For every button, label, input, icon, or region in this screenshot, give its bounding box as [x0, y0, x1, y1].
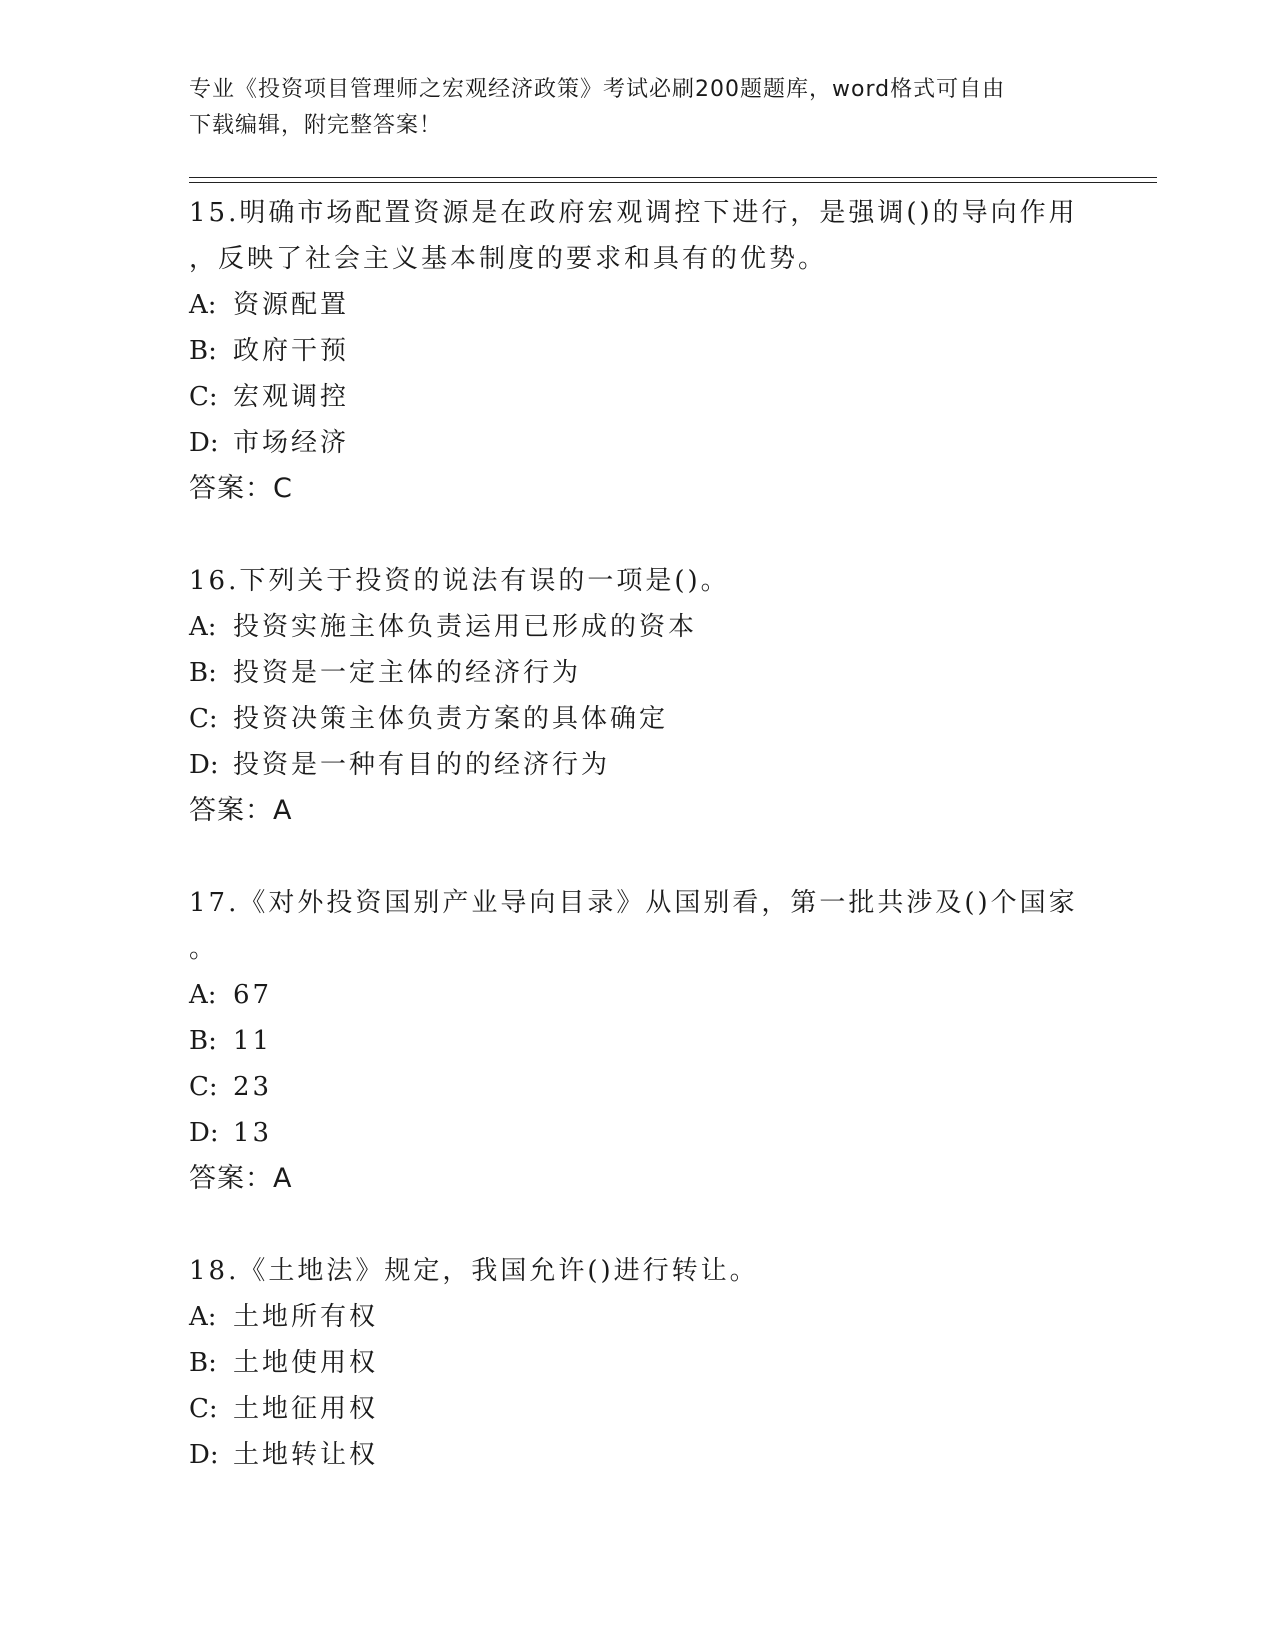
option-text: 宏观调控	[233, 382, 350, 412]
option-text: 资源配置	[233, 290, 350, 320]
option-c	[189, 1386, 1089, 1432]
header-line-2: 下载编辑，附完整答案！	[189, 113, 443, 138]
question-stem-line: ，反映了社会主义基本制度的要求和具有的优势。	[189, 244, 828, 274]
document-header	[189, 72, 1089, 144]
spacer	[189, 834, 1089, 880]
option-key: D:	[189, 428, 219, 458]
option-b	[189, 650, 1089, 696]
option-text: 土地所有权	[233, 1302, 379, 1332]
option-text: 政府干预	[233, 336, 350, 366]
header-line-1: 专业《投资项目管理师之宏观经济政策》考试必刷200题题库，word格式可自由	[189, 77, 1006, 102]
option-text: 投资是一定主体的经济行为	[233, 658, 582, 688]
option-text: 投资决策主体负责方案的具体确定	[233, 704, 669, 734]
option-key: D:	[189, 750, 219, 780]
option-c	[189, 374, 1089, 420]
option-a	[189, 972, 1089, 1018]
option-key: A:	[189, 290, 217, 320]
spacer	[189, 512, 1089, 558]
option-a	[189, 1294, 1089, 1340]
option-d	[189, 742, 1089, 788]
question-stem-line: 。	[189, 934, 219, 964]
option-c	[189, 1064, 1089, 1110]
option-d	[189, 1110, 1089, 1156]
question-16	[189, 558, 1089, 834]
option-text: 市场经济	[233, 428, 350, 458]
option-d	[189, 420, 1089, 466]
option-text: 13	[233, 1118, 273, 1148]
answer-text: 答案：A	[189, 795, 293, 826]
option-key: B:	[189, 658, 217, 688]
question-stem-line: 15.明确市场配置资源是在政府宏观调控下进行，是强调()的导向作用	[189, 198, 1078, 228]
question-stem-line: 17.《对外投资国别产业导向目录》从国别看，第一批共涉及()个国家	[189, 888, 1078, 918]
option-a	[189, 282, 1089, 328]
header-divider-bottom	[189, 182, 1157, 183]
option-key: B:	[189, 1348, 217, 1378]
answer-text: 答案：C	[189, 473, 293, 504]
option-b	[189, 1340, 1089, 1386]
question-list	[189, 190, 1089, 1478]
option-key: A:	[189, 612, 217, 642]
option-c	[189, 696, 1089, 742]
option-key: D:	[189, 1118, 219, 1148]
option-key: C:	[189, 382, 218, 412]
question-stem-line: 18.《土地法》规定，我国允许()进行转让。	[189, 1256, 759, 1286]
option-key: B:	[189, 1026, 217, 1056]
option-key: A:	[189, 1302, 217, 1332]
option-d	[189, 1432, 1089, 1478]
question-18	[189, 1248, 1089, 1478]
question-15	[189, 190, 1089, 512]
option-key: B:	[189, 336, 217, 366]
option-text: 土地征用权	[233, 1394, 379, 1424]
header-divider-top	[189, 177, 1157, 178]
option-key: C:	[189, 1072, 218, 1102]
option-a	[189, 604, 1089, 650]
option-text: 投资是一种有目的的经济行为	[233, 750, 611, 780]
option-b	[189, 1018, 1089, 1064]
option-text: 11	[233, 1026, 273, 1056]
option-text: 23	[233, 1072, 273, 1102]
option-key: C:	[189, 1394, 218, 1424]
option-b	[189, 328, 1089, 374]
option-text: 67	[233, 980, 273, 1010]
spacer	[189, 1202, 1089, 1248]
option-key: D:	[189, 1440, 219, 1470]
option-key: A:	[189, 980, 217, 1010]
question-stem-line: 16.下列关于投资的说法有误的一项是()。	[189, 566, 730, 596]
question-17	[189, 880, 1089, 1202]
option-text: 土地使用权	[233, 1348, 379, 1378]
answer-text: 答案：A	[189, 1163, 293, 1194]
option-text: 土地转让权	[233, 1440, 379, 1470]
option-text: 投资实施主体负责运用已形成的资本	[233, 612, 698, 642]
option-key: C:	[189, 704, 218, 734]
